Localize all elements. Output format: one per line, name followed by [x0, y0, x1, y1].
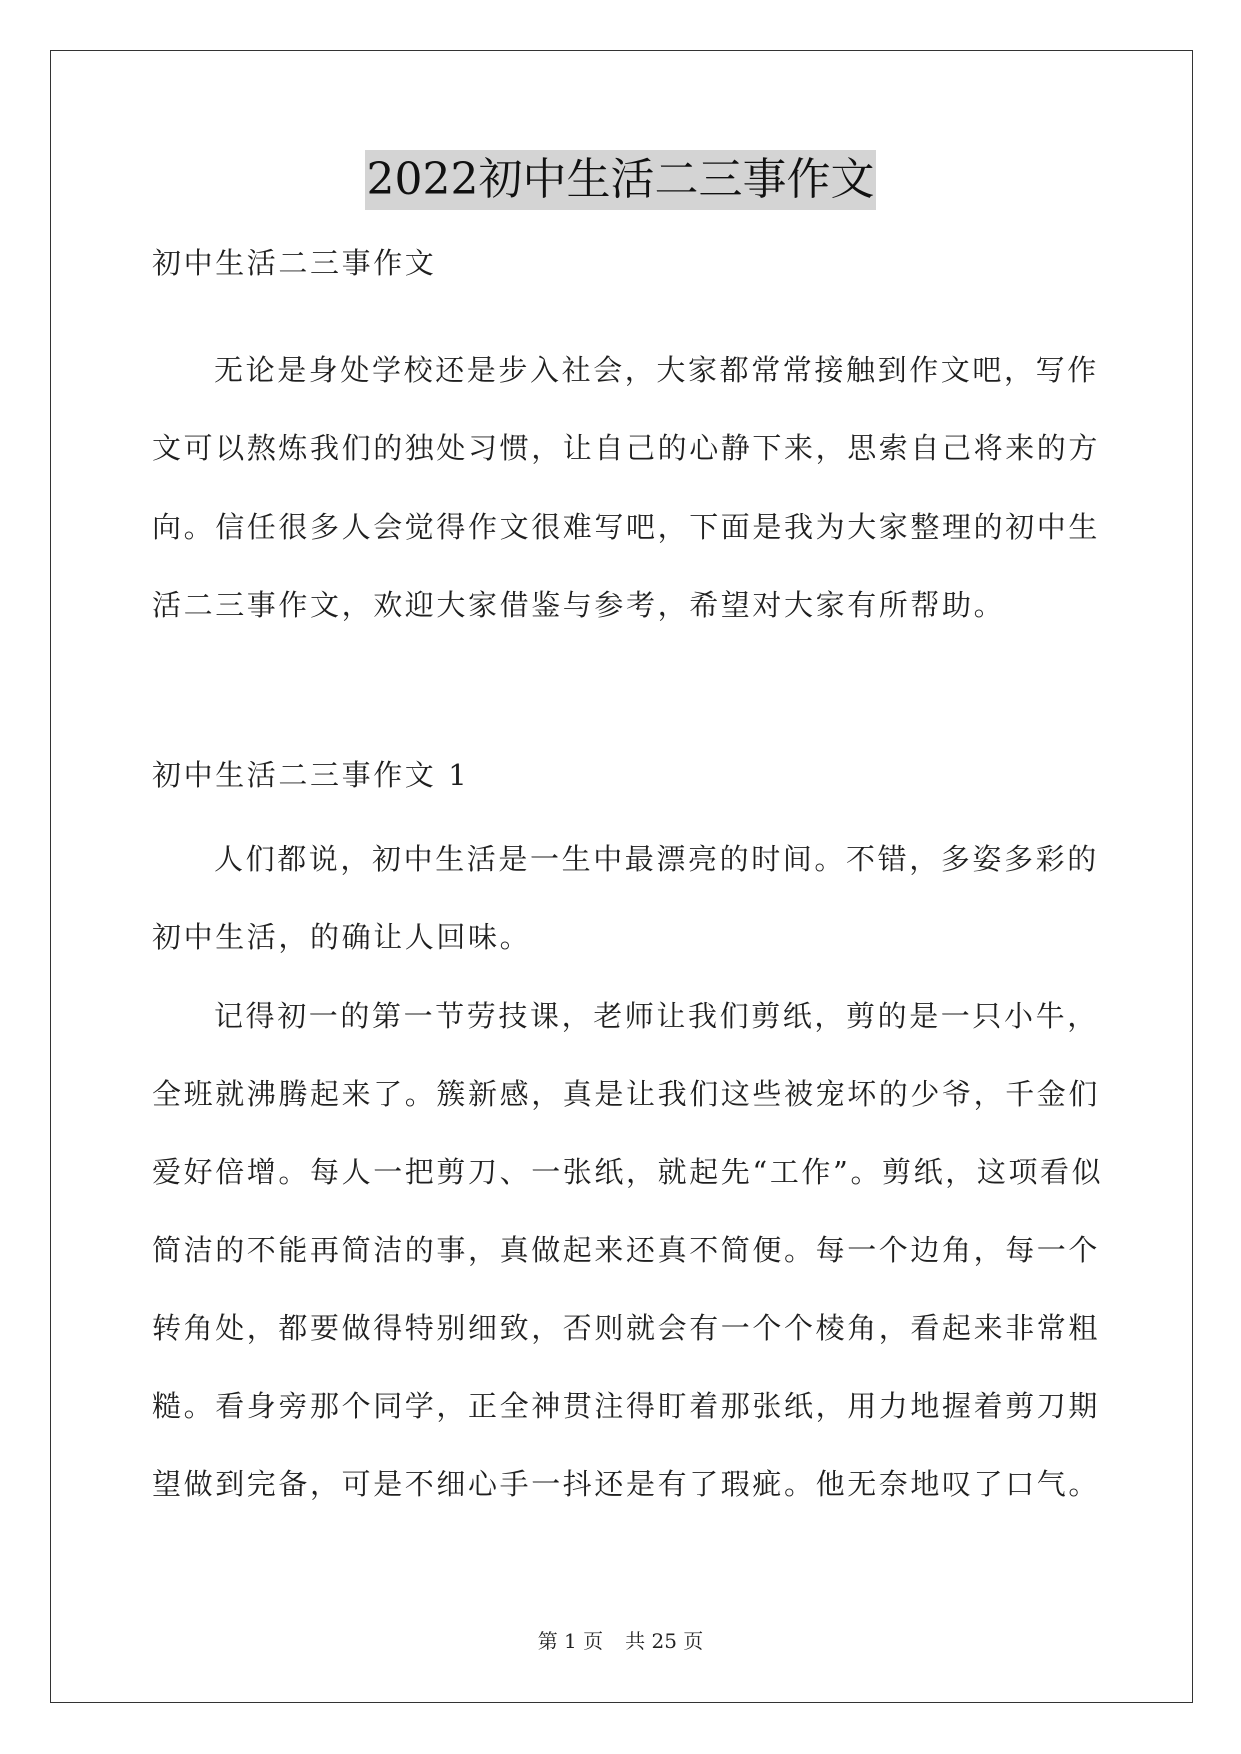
paragraph-line: 向。信任很多人会觉得作文很难写吧，下面是我为大家整理的初中生: [152, 510, 1101, 544]
paragraph-line: 记得初一的第一节劳技课，老师让我们剪纸，剪的是一只小牛，: [214, 999, 1099, 1033]
paragraph-line: 爱好倍增。每人一把剪刀、一张纸，就起先“工作”。剪纸，这项看似: [152, 1155, 1104, 1189]
paragraph-line: 初中生活，的确让人回味。: [152, 920, 532, 954]
subtitle: 初中生活二三事作文: [152, 246, 437, 280]
paragraph-line: 转角处，都要做得特别细致，否则就会有一个个棱角，看起来非常粗: [152, 1311, 1101, 1345]
title-container: [0, 150, 1241, 210]
document-title: 2022初中生活二三事作文: [365, 150, 877, 210]
paragraph-line: 全班就沸腾起来了。簇新感，真是让我们这些被宠坏的少爷，千金们: [152, 1077, 1101, 1111]
paragraph-line: 活二三事作文，欢迎大家借鉴与参考，希望对大家有所帮助。: [152, 588, 1006, 622]
page-total: 共 25 页: [625, 1629, 704, 1653]
paragraph-line: 人们都说，初中生活是一生中最漂亮的时间。不错，多姿多彩的: [214, 842, 1099, 876]
page-number: 第 1 页: [537, 1629, 604, 1653]
paragraph-line: 无论是身处学校还是步入社会，大家都常常接触到作文吧，写作: [214, 353, 1099, 387]
paragraph-line: 简洁的不能再简洁的事，真做起来还真不简便。每一个边角，每一个: [152, 1233, 1101, 1267]
paragraph-line: 文可以熬炼我们的独处习惯，让自己的心静下来，思索自己将来的方: [152, 431, 1101, 465]
section-heading: 初中生活二三事作文 1: [152, 758, 470, 792]
paragraph-line: 糙。看身旁那个同学，正全神贯注得盯着那张纸，用力地握着剪刀期: [152, 1389, 1101, 1423]
page-footer: [0, 1628, 1241, 1654]
paragraph-line: 望做到完备，可是不细心手一抖还是有了瑕疵。他无奈地叹了口气。: [152, 1467, 1101, 1501]
